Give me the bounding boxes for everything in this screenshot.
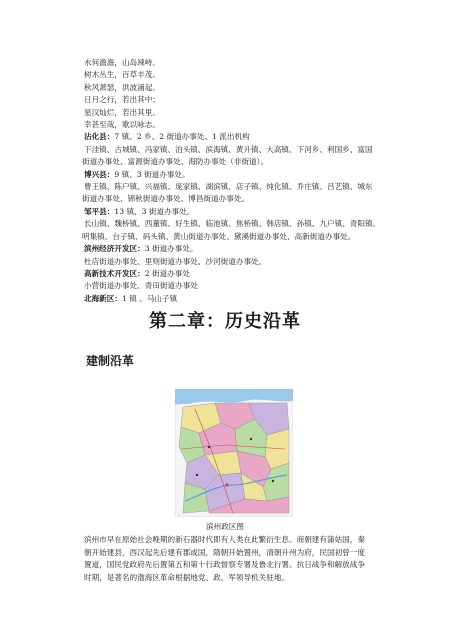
boxing-detail-2: 街道办事处、锦秋街道办事处、博昌街道办事处。 bbox=[82, 194, 250, 204]
chapter-title: 第二章：历史沿革 bbox=[149, 311, 301, 332]
boxing-label: 博兴县： bbox=[84, 169, 115, 179]
econ-zone-label: 滨州经济开发区： bbox=[84, 244, 145, 254]
beihai-label: 北海新区： bbox=[84, 293, 122, 303]
beihai-heading bbox=[84, 293, 374, 305]
econ-zone-heading bbox=[84, 243, 374, 255]
poem-line-6: 幸甚至哉，歌以咏志。 bbox=[84, 120, 160, 130]
poem-line-5: 星汉灿烂，若出其里。 bbox=[84, 107, 160, 117]
poem-line-4: 日月之行，若出其中； bbox=[84, 95, 160, 105]
zouping-detail-2: 明集镇、台子镇、码头镇、黄山街道办事处、黛溪街道办事处、高新街道办事处。 bbox=[82, 231, 356, 241]
beihai-summary: 1 镇 、马山子镇 bbox=[121, 293, 178, 303]
poem-line-2: 树木丛生，百草丰茂。 bbox=[84, 70, 160, 80]
zouping-summary: 13 镇、3 街道办事处。 bbox=[114, 206, 195, 216]
econ-zone-summary: 3 街道办事处。 bbox=[144, 244, 198, 254]
section-title: 建制沿革 bbox=[86, 354, 135, 368]
zouping-detail-1: 长山镇、魏桥镇、西董镇、好生镇、临池镇、焦桥镇、韩店镇、孙镇、九户镇、青阳镇、 bbox=[84, 219, 381, 229]
hitech-zone-summary: 2 街道办事处 bbox=[144, 268, 190, 278]
zhanhua-heading bbox=[84, 131, 374, 143]
zhanhua-detail-2: 街道办事处、富源街道办事处、海防办事处（非街道）。 bbox=[82, 157, 269, 167]
poem-line-3: 秋风萧瑟，洪波涌起。 bbox=[84, 82, 160, 92]
history-paragraph: 滨州市早在原始社会晚期的新石器时代即有人类在此繁衍生息。商朝建有蒲姑国，秦朝开始建县，西汉起先后建有郡或国，隋朝开始置州，清朝升州为府，民国初曾一度置道，国民党政府先后置第五和第十行政督察专署及鲁北行署。抗日战争和解放战争时期，是著名的渤海区革命根据地党、政、军领导机关驻地。 bbox=[84, 535, 365, 582]
zhanhua-detail-1: 下洼镇、古城镇、冯家镇、泊头镇、滨海镇、黄升镇、大高镇、下河乡、利国乡、富国 bbox=[84, 144, 373, 154]
map-caption: 滨州政区图 bbox=[206, 522, 244, 531]
boxing-summary: 9 镇、3 街道办事处。 bbox=[114, 169, 190, 179]
map-image bbox=[175, 389, 293, 517]
binzhou-map-illustration bbox=[175, 389, 293, 517]
hitech-zone-detail-1: 小营街道办事处、青田街道办事处 bbox=[84, 281, 198, 291]
boxing-detail-1: 曹王镇、陈户镇、兴福镇、庞家镇、湖滨镇、店子镇、纯化镇、乔庄镇、吕艺镇、城东 bbox=[84, 182, 373, 192]
zouping-heading bbox=[84, 206, 374, 218]
zouping-label: 邹平县： bbox=[84, 206, 115, 216]
poem-line-1: 水何澹澹，山岛竦峙。 bbox=[84, 58, 160, 67]
boxing-heading bbox=[84, 169, 374, 181]
zhanhua-label: 沾化县： bbox=[84, 132, 115, 142]
econ-zone-detail-1: 杜店街道办事处、里则街道办事处、沙河街道办事处。 bbox=[84, 256, 267, 266]
zhanhua-summary: 7 镇、2 乡、2 街道办事处、1 派出机构 bbox=[114, 132, 250, 142]
hitech-zone-heading bbox=[84, 268, 374, 280]
hitech-zone-label: 高新技术开发区： bbox=[84, 268, 145, 278]
admin-list-block bbox=[82, 57, 381, 305]
